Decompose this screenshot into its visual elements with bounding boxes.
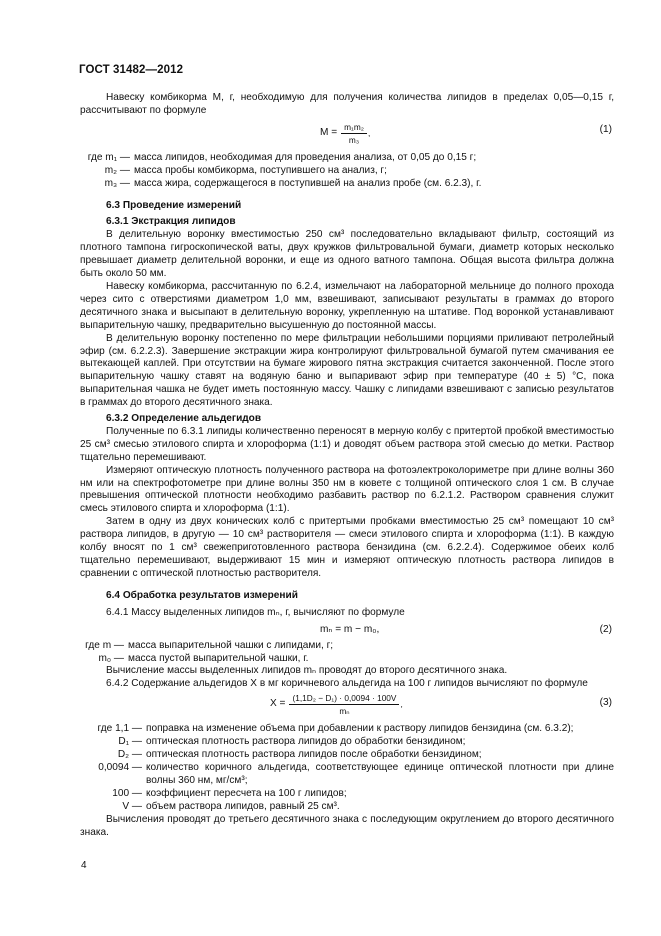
paragraph-6-4-1: 6.4.1 Массу выделенных липидов mₙ, г, вычисляют по формуле bbox=[106, 606, 405, 618]
legend-m: где m — масса выпарительной чашки с липидами, г; bbox=[85, 639, 334, 651]
legend-coef-0-0094: 0,0094 — количество коричного альдегида, соответствующее единице оптической плотности при длине волны 360 нм, мг/см³; bbox=[98, 761, 614, 786]
paragraph-6-3-2-a: Полученные по 6.3.1 липиды количественно переносят в мерную колбу с притертой пробкой вместимостью 25 см³ смесью этилового спирта и хлороформа (1:1) и доводят объем раствора этой смесью до метки. Раствор тщательно перемешивают. bbox=[80, 425, 614, 463]
section-heading-6-3-2: 6.3.2 Определение альдегидов bbox=[106, 413, 262, 425]
legend-m0: m₀ — масса пустой выпарительной чашки, г. bbox=[98, 652, 309, 664]
page-number: 4 bbox=[81, 860, 87, 871]
legend-coef-1-1: где 1,1 — поправка на изменение объема при добавлении к раствору липидов бензидина (см. 6.3.2); bbox=[97, 723, 574, 735]
paragraph-6-3-2-c: Затем в одну из двух конических колб с притертыми пробками вместимостью 25 см³ помещают 10 см³ раствора липидов, в другую — 10 см³ растворителя — смеси этилового спирта и хлороформа (1:1). В каждую колбу вносят по 1 см³ свежеприготовленного раствора бензидина (см. 6.2.2.4). Содержимое обеих колб тщательно перемешивают, выдерживают 15 мин и измеряют оптическую плотность раствора липидов в сравнении с оптической плотностью растворителя. bbox=[80, 516, 614, 579]
legend-d2: D₂ — оптическая плотность раствора липидов после обработки бензидином; bbox=[117, 749, 482, 761]
formula-2-number: (2) bbox=[599, 623, 612, 635]
section-heading-6-4: 6.4 Обработка результатов измерений bbox=[106, 589, 298, 601]
page-header-standard-number: ГОСТ 31482—2012 bbox=[79, 64, 184, 76]
legend-m1: где m₁ — масса липидов, необходимая для проведения анализа, от 0,05 до 0,15 г; bbox=[87, 151, 477, 163]
formula-3-numerator: (1,1D₂ − D₁) · 0,0094 · 100V bbox=[289, 693, 399, 705]
formula-2-expression: mₙ = m − m₀, bbox=[320, 623, 380, 635]
section-heading-6-3: 6.3 Проведение измерений bbox=[106, 199, 242, 211]
paragraph-6-3-1-b: Навеску комбикорма, рассчитанную по 6.2.4, измельчают на лабораторной мельнице до полного прохода через сито с отверстиями диаметром 1,0 мм, взвешивают, записывают результаты в граммах до второго десятичного знака и высыпают в делительную воронку, укрепленную на штативе. Под воронкой устанавливают выпарительную чашку, предварительно высушенную до постоянной массы. bbox=[80, 280, 614, 331]
legend-d1: D₁ — оптическая плотность раствора липидов до обработки бензидином; bbox=[118, 736, 466, 748]
formula-1-numerator: m₁m₂ bbox=[341, 122, 367, 134]
formula-1-denominator: m₃ bbox=[348, 134, 360, 145]
formula-3 bbox=[80, 691, 614, 719]
paragraph-calc-lipids: Вычисление массы выделенных липидов mₙ проводят до второго десятичного знака. bbox=[106, 665, 508, 677]
formula-3-lhs: X = bbox=[270, 698, 286, 710]
intro-paragraph: Навеску комбикорма М, г, необходимую для получения количества липидов в пределах 0,05—0,15 г, рассчитывают по формуле bbox=[80, 92, 614, 116]
section-heading-6-3-1: 6.3.1 Экстракция липидов bbox=[106, 216, 236, 228]
legend-m3: m₃ — масса жира, содержащегося в поступившей на анализ пробе (см. 6.2.3), г. bbox=[104, 177, 482, 189]
paragraph-6-3-1-a: В делительную воронку вместимостью 250 см³ последовательно вкладывают фильтр, состоящий из плотного тампона гигроскопической ваты, двух кружков фильтровальной бумаги, диаметр которых несколько превышает диаметр делительной воронки, и еще из одного ватного тампона. Общая высота фильтра должна быть около 50 мм. bbox=[80, 229, 614, 280]
paragraph-6-4-2: 6.4.2 Содержание альдегидов X в мг коричневого альдегида на 100 г липидов вычисляют по формуле bbox=[106, 678, 588, 690]
formula-1-expression: M = $\frac{\text{m₁m₂}}{\text{m₃}}$ , bbox=[320, 121, 371, 145]
paragraph-final-rounding: Вычисления проводят до третьего десятичного знака с последующим округлением до второго десятичного знака. bbox=[80, 813, 614, 838]
formula-3-number: (3) bbox=[599, 697, 612, 709]
formula-3-legend bbox=[80, 723, 614, 813]
formula-1-number: (1) bbox=[599, 123, 612, 135]
legend-v: V — объем раствора липидов, равный 25 см³. bbox=[122, 800, 340, 812]
formula-3-expression: X = $\frac{\text{(1,1D₂ − D₁) · 0,0094 · 100V}}{\text{mₙ}}$ , bbox=[270, 693, 403, 717]
formula-1-lhs: M = bbox=[320, 126, 338, 138]
formula-2 bbox=[80, 620, 614, 640]
formula-1-legend bbox=[80, 152, 614, 191]
paragraph-6-3-1-c: В делительную воронку постепенно по мере фильтрации небольшими порциями приливают петролейный эфир (см. 6.2.2.3). Завершение экстракции жира контролируют фильтровальной бумагой путем смачивания ее вытекающей каплей. При отсутствии на бумаге жирового пятна экстракция считается законченной. После этого выпарительную чашку ставят на водяную баню и выпаривают эфир при температуре (40 ± 5) °С, пока выпарительная чашка не будет иметь постоянную массу. Чашку с липидами взвешивают с записью результатов в граммах до второго десятичного знака. bbox=[80, 332, 614, 409]
page-content bbox=[80, 92, 614, 839]
paragraph-6-3-2-b: Измеряют оптическую плотность полученного раствора на фотоэлектроколориметре при длине волны 360 нм или на спектрофотометре при длине волны 350 нм в кювете с толщиной оптического слоя 1 см. В случае превышения оптической плотности необходимо разбавить раствор по 6.2.1.2. Раствором сравнения служит смесь этилового спирта и хлороформа (1:1). bbox=[80, 464, 614, 515]
legend-m2: m₂ — масса пробы комбикорма, поступившего на анализ, г; bbox=[104, 164, 387, 176]
legend-coef-100: 100 — коэффициент пересчета на 100 г липидов; bbox=[112, 787, 347, 799]
formula-2-legend bbox=[80, 640, 614, 666]
formula-1 bbox=[80, 118, 614, 148]
formula-3-denominator: mₙ bbox=[339, 706, 350, 717]
